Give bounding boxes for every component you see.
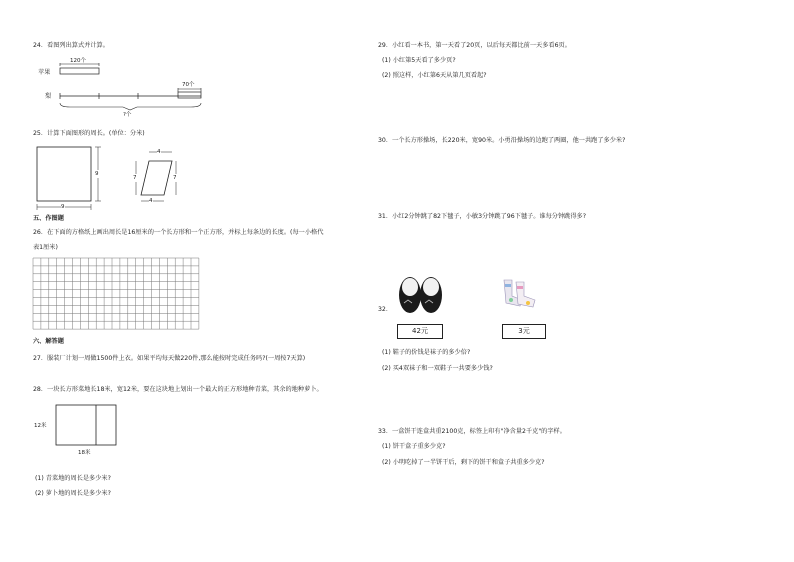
question-24: 24．看图列出算式并计算。 xyxy=(33,42,109,49)
question-30: 30．一个长方形操场，长220米，宽90米。小勇沿操场的边跑了两圈，他一共跑了多少米? xyxy=(378,137,626,144)
socks-image xyxy=(498,276,542,310)
section-6-heading: 六、解答题 xyxy=(33,338,64,345)
question-28-sub2: (2) 萝卜地的周长是多少米? xyxy=(35,490,111,497)
question-25: 25．计算下面图形的周长。(单位：分米) xyxy=(33,130,145,137)
question-26-line1: 26．在下面的方格纸上画出周长是16厘米的一个长方形和一个正方形，并标上每条边的长度。(每一小格代 xyxy=(33,229,324,236)
unknown-total-label: ?个 xyxy=(123,112,132,118)
para-left-dim: 7 xyxy=(133,175,137,181)
question-32-number: 32． xyxy=(378,306,393,313)
question-32-sub2: (2) 买4双袜子和一双鞋子一共要多少钱? xyxy=(382,365,493,372)
section-5-heading: 五、作图题 xyxy=(33,215,64,222)
question-28: 28．一块长方形菜地长18米，宽12米，要在这块地上划出一个最大的正方形地种青菜，其余的地种萝卜。 xyxy=(33,386,323,393)
shoes-image xyxy=(395,273,447,315)
question-31: 31．小红2分钟跳了82下毽子，小敏3分钟跳了96下毽子。谁每分钟跳得多? xyxy=(378,213,587,220)
question-28-sub1: (1) 青菜地的周长是多少米? xyxy=(35,475,111,482)
para-bottom-dim: 4 xyxy=(149,198,153,204)
field-width-label: 12米 xyxy=(34,423,47,429)
question-29: 29．小红看一本书，第一天看了20页，以后每天都比前一天多看6页。 xyxy=(378,42,571,49)
square-right-dim: 9 xyxy=(95,171,99,177)
extra-value-label: 70个 xyxy=(182,82,195,88)
para-top-dim: 4 xyxy=(157,149,161,155)
question-27: 27．服装厂计划一周做1500件上衣。如果平均每天做220件,那么能按时完成任务吗?(一周按7天算) xyxy=(33,355,306,362)
shoe-price-box: 42元 xyxy=(397,324,443,339)
square-bottom-dim: 9 xyxy=(61,204,65,210)
question-33-sub2: (2) 小明吃掉了一半饼干后，剩下的饼干和盒子共重多少克? xyxy=(382,459,545,466)
field-length-label: 18米 xyxy=(78,450,91,456)
pear-label: 梨 xyxy=(45,93,52,100)
sock-price-box: 3元 xyxy=(502,324,546,339)
question-33-sub1: (1) 饼干盒子重多少克? xyxy=(382,443,446,450)
para-right-dim: 7 xyxy=(173,175,177,181)
apple-label: 苹果 xyxy=(38,69,51,76)
question-29-sub2: (2) 照这样，小红第6天从第几页看起? xyxy=(382,72,487,79)
question-26-line2: 表1厘米) xyxy=(33,244,58,251)
question-29-sub1: (1) 小红第5天看了多少页? xyxy=(382,57,456,64)
question-32-sub1: (1) 鞋子的价钱是袜子的多少倍? xyxy=(382,349,471,356)
question-33: 33．一盒饼干连盒共重2100克，标签上印有"净含量2千克"的字样。 xyxy=(378,428,566,435)
apple-value-label: 120个 xyxy=(70,58,86,64)
